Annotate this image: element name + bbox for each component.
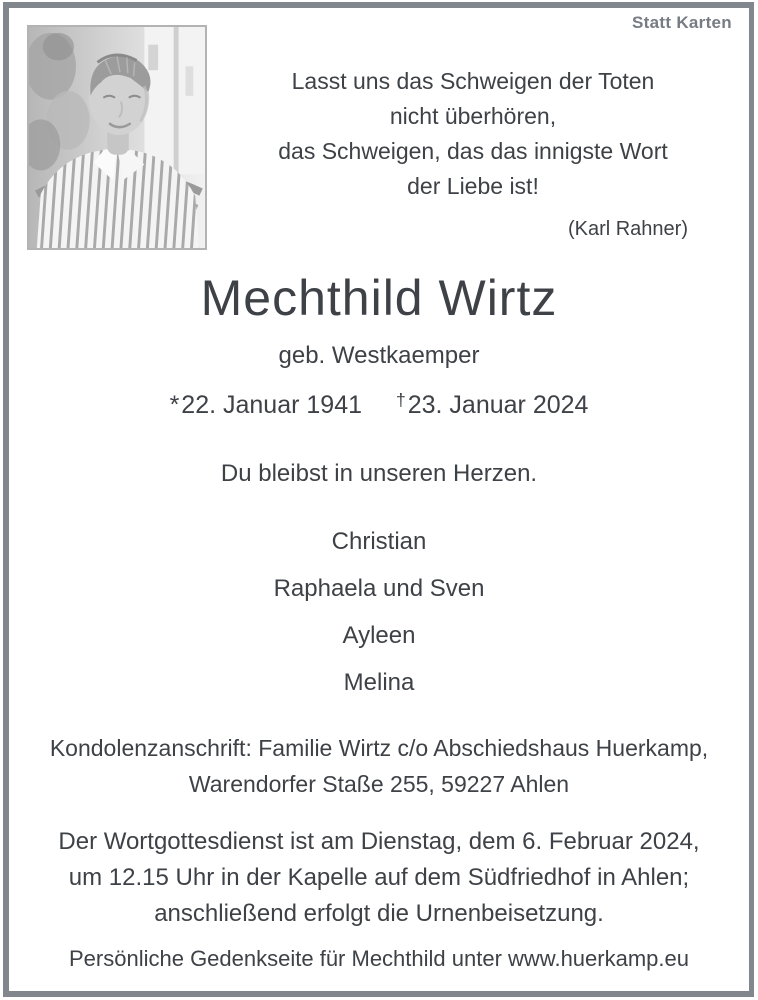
memorial-site-line: Persönliche Gedenkseite für Mechthild unter www.huerkamp.eu [69,946,689,971]
service-line: Der Wortgottesdienst ist am Dienstag, dem 6. Februar 2024, [58,828,700,855]
mourners-list [0,518,758,706]
condolence-address [0,730,758,802]
birth-date: *22. Januar 1941 [169,390,362,419]
service-line: um 12.15 Uhr in der Kapelle auf dem Südfriedhof in Ahlen; [68,864,690,891]
quote-line: nicht überhören, [389,103,557,129]
quote-line: das Schweigen, das das innigste Wort [278,138,668,164]
quote-line: Lasst uns das Schweigen der Toten [291,68,655,94]
condolence-line: Warendorfer Staße 255, 59227 Ahlen [188,771,570,797]
mourner-name: Christian [331,528,427,555]
service-details [0,824,758,932]
mourner-name: Raphaela und Sven [273,575,485,602]
quote-attribution: (Karl Rahner) [567,218,688,240]
life-dates [0,390,758,420]
farewell-line: Du bleibst in unseren Herzen. [220,460,538,487]
birth-star-symbol: * [169,390,180,419]
mourner-name: Ayleen [342,622,416,649]
service-line: anschließend erfolgt die Urnenbeisetzung. [154,900,604,927]
dagger-symbol: † [396,390,406,410]
deceased-name: Mechthild Wirtz [200,270,558,326]
portrait-photo-graphic [29,27,205,248]
quote-block [218,64,728,247]
maiden-name: geb. Westkaemper [278,342,480,369]
statt-karten-label: Statt Karten [632,13,732,32]
death-date: †23. Januar 2024 [396,390,589,419]
quote-line: der Liebe ist! [407,173,539,199]
condolence-line: Kondolenzanschrift: Familie Wirtz c/o Abschiedshaus Huerkamp, [49,735,709,761]
mourner-name: Melina [343,669,415,696]
portrait-photo [27,25,207,250]
